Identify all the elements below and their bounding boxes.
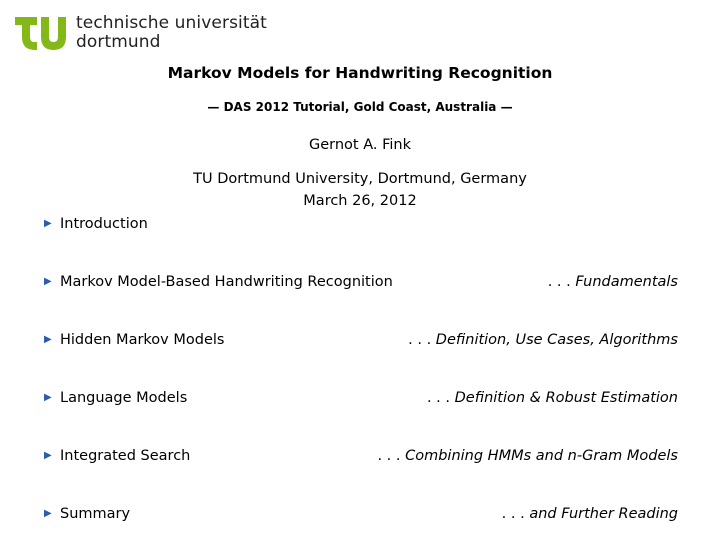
toc-item-hmm (44, 329, 678, 351)
toc-item-description (502, 503, 678, 525)
presentation-date: March 26, 2012 (303, 193, 417, 209)
toc-item-description (427, 387, 678, 409)
toc-item-label: Markov Model-Based Handwriting Recognition (60, 274, 393, 290)
bullet-triangle-icon: ▶ (44, 450, 52, 461)
toc-desc-text: Combining HMMs and n-Gram Models (405, 448, 678, 464)
toc-item-label: Introduction (60, 216, 148, 232)
toc-item-summary (44, 503, 678, 525)
toc-dots: . . . (408, 332, 436, 348)
toc-item-label: Hidden Markov Models (60, 332, 225, 348)
slide-subtitle: — DAS 2012 Tutorial, Gold Coast, Australia — (207, 100, 513, 114)
toc-item-description (377, 445, 678, 467)
slide-title: Markov Models for Handwriting Recognition (167, 64, 553, 82)
bullet-triangle-icon: ▶ (44, 508, 52, 519)
toc-dots: . . . (426, 390, 455, 406)
bullet-triangle-icon: ▶ (44, 218, 52, 229)
toc-item-introduction (44, 213, 678, 235)
toc-item-integrated-search (44, 445, 678, 467)
toc-item-label: Integrated Search (60, 448, 191, 464)
toc-dots: . . . (547, 274, 576, 290)
affiliation: TU Dortmund University, Dortmund, Germany (193, 171, 527, 187)
toc-dots: . . . (501, 506, 530, 522)
toc-desc-text: Fundamentals (575, 274, 678, 290)
toc-desc-text: and Further Reading (529, 506, 678, 522)
affiliation-block (0, 168, 720, 212)
toc-item-description (408, 329, 678, 351)
logo-text (76, 14, 267, 52)
bullet-triangle-icon: ▶ (44, 276, 52, 287)
toc-desc-text: Definition, Use Cases, Algorithms (435, 332, 678, 348)
bullet-triangle-icon: ▶ (44, 334, 52, 345)
toc-item-description (548, 271, 678, 293)
bullet-triangle-icon: ▶ (44, 392, 52, 403)
toc-item-language-models (44, 387, 678, 409)
university-logo (15, 10, 265, 54)
toc-item-label: Language Models (60, 390, 188, 406)
author-name: Gernot A. Fink (308, 137, 411, 153)
toc-desc-text: Definition & Robust Estimation (454, 390, 678, 406)
logo-line-1: technische universität (76, 13, 267, 33)
logo-line-2: dortmund (76, 32, 161, 52)
toc-item-label: Summary (60, 506, 131, 522)
tu-logo-icon (15, 13, 67, 51)
toc-item-fundamentals (44, 271, 678, 293)
toc-dots: . . . (377, 448, 406, 464)
